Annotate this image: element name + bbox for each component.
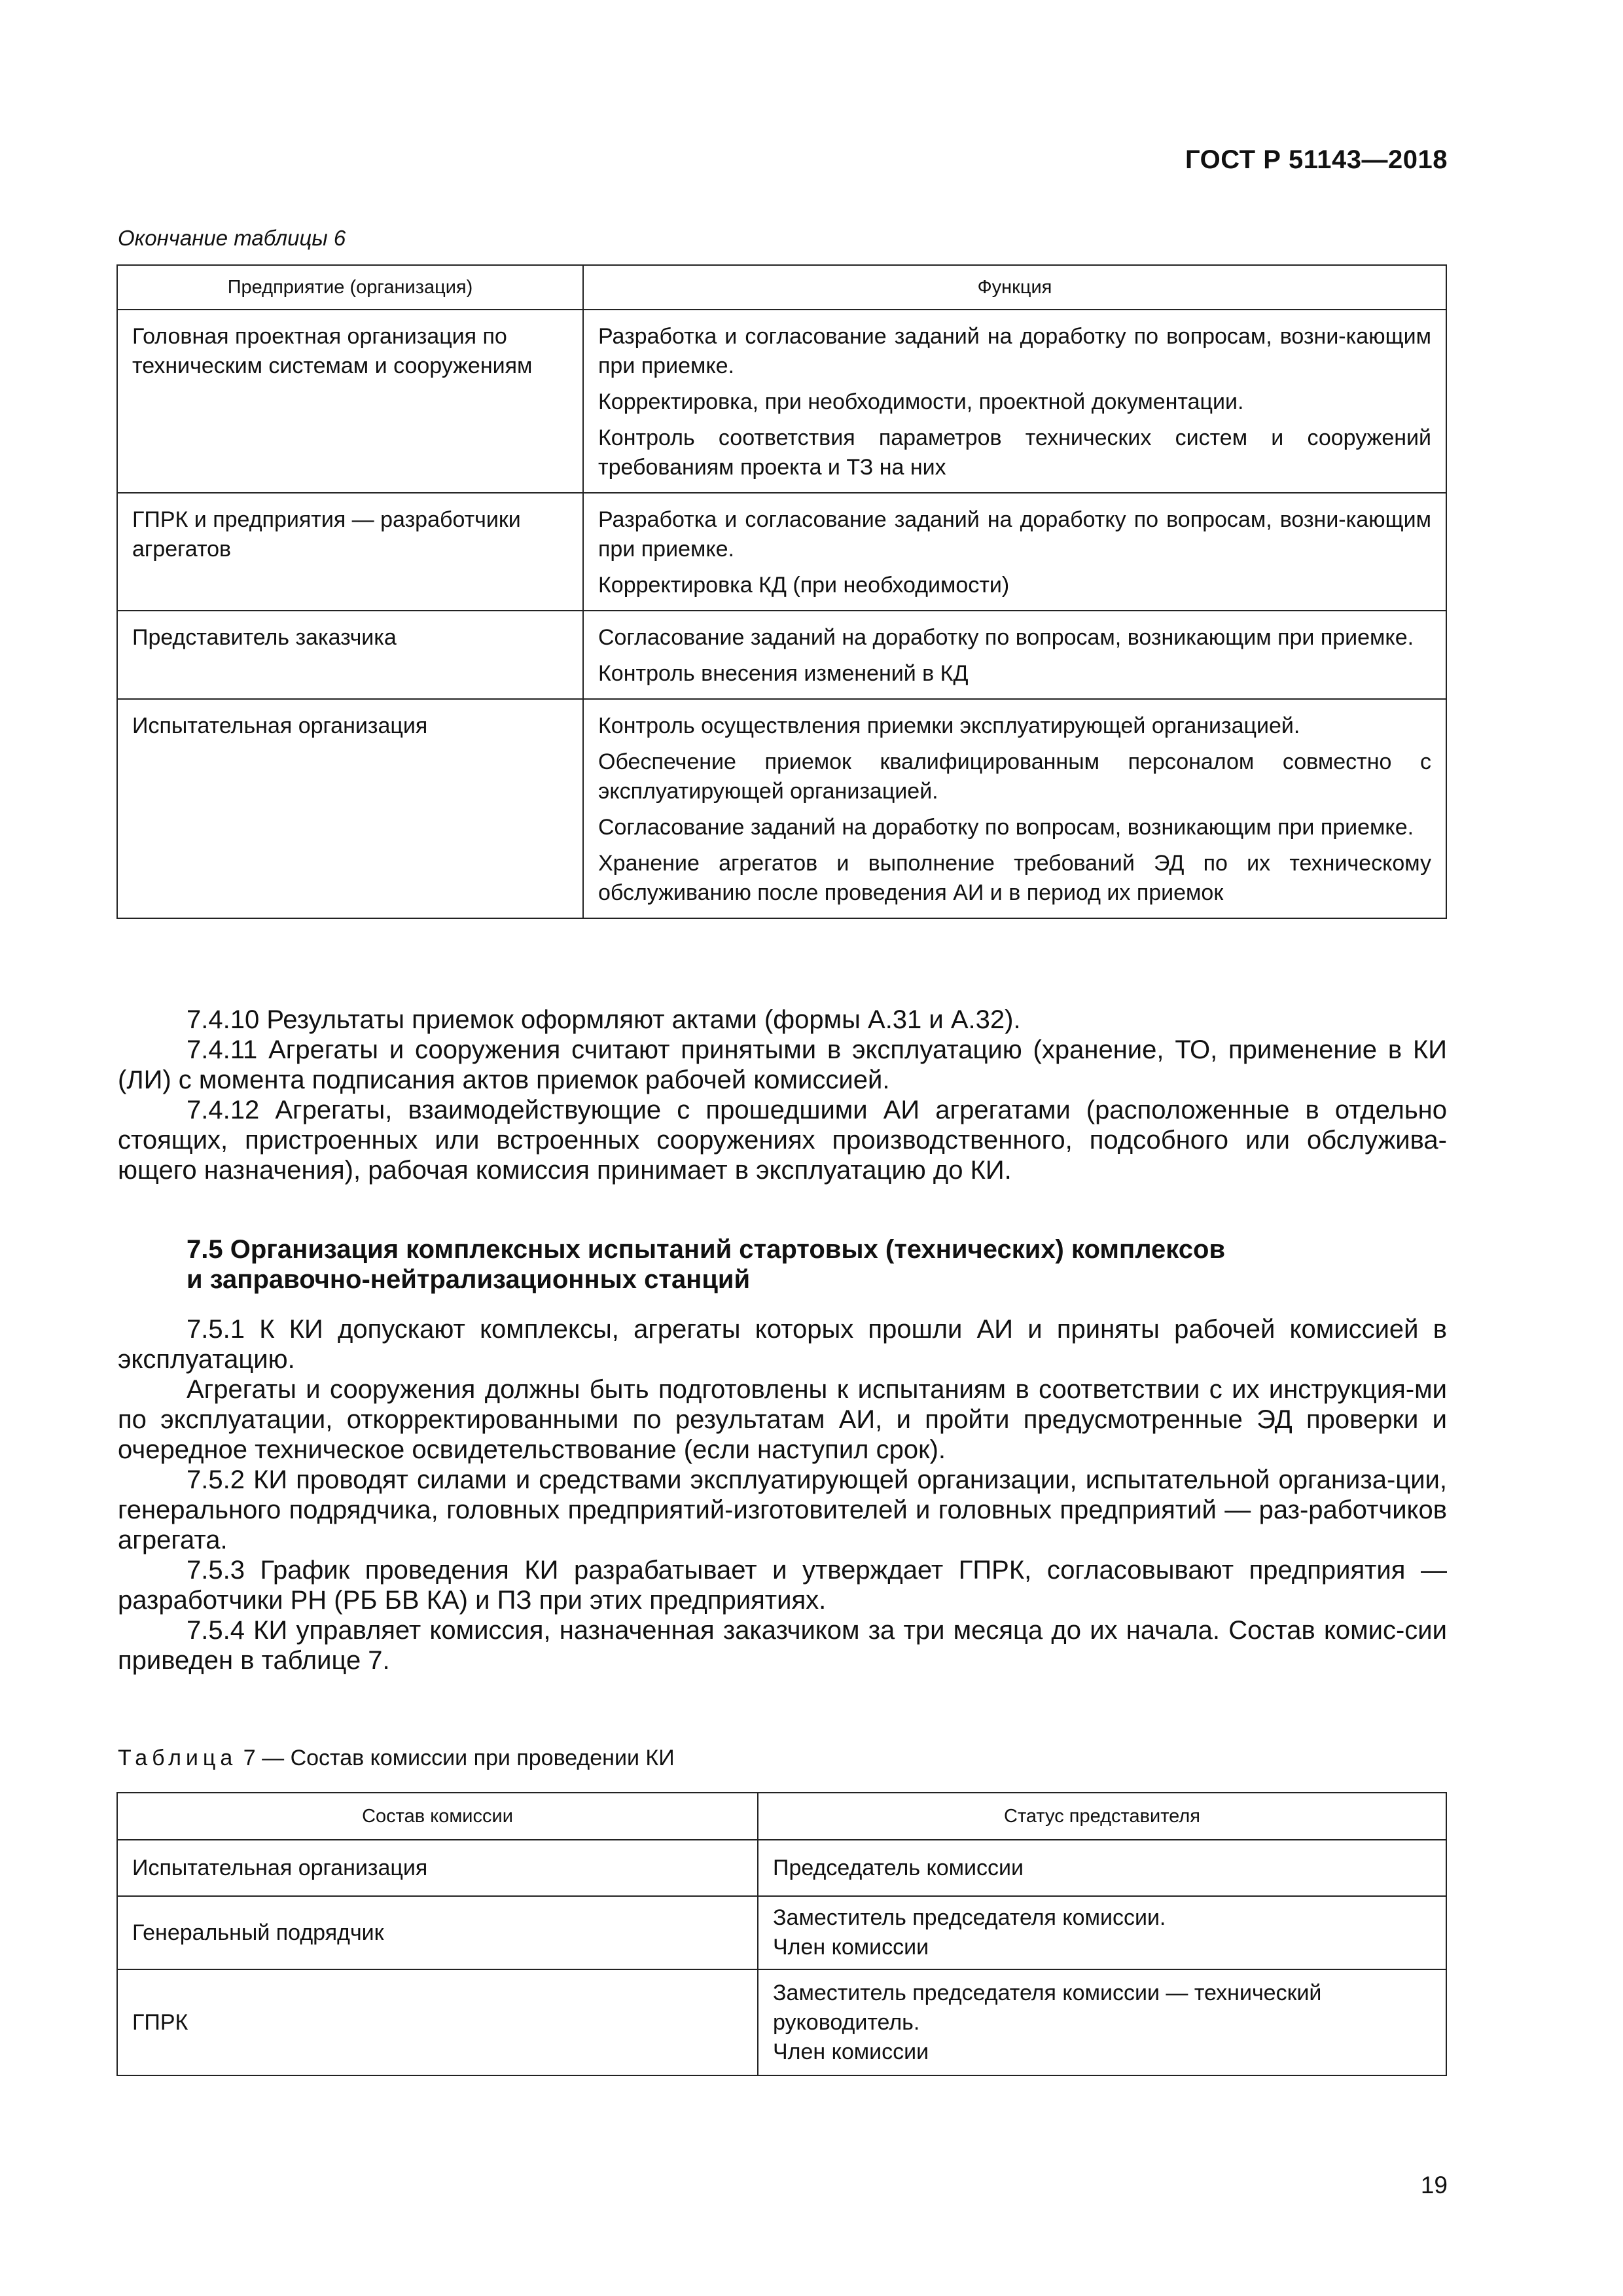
status-line: Член комиссии <box>773 1935 929 1960</box>
function-item: Корректировка, при необходимости, проектной документации. <box>598 389 1244 414</box>
function-item: Обеспечение приемок квалифицированным персоналом совместно с эксплуатирующей организацией. <box>598 749 1431 804</box>
table7-status-cell <box>758 1840 1446 1896</box>
status-line: Заместитель председателя комиссии — технический руководитель. <box>773 1980 1322 2035</box>
function-item: Согласование заданий на доработку по вопросам, возникающим при приемке. <box>598 815 1414 840</box>
paragraph: Агрегаты и сооружения должны быть подготовлены к испытаниям в соответствии с их инструкция-ми по эксплуатации, откорректированными по результатам АИ, и пройти предусмотренные ЭД проверки и очередное техническое освидетельствование (если наступил срок). <box>118 1375 1447 1464</box>
table7-col-header: Состав комиссии <box>117 1793 758 1840</box>
function-item: Контроль соответствия параметров технических систем и сооружений требованиям проекта и ТЗ на них <box>598 425 1431 480</box>
paragraph: 7.5.1 К КИ допускают комплексы, агрегаты которых прошли АИ и приняты рабочей комиссией в эксплуатацию. <box>118 1315 1447 1374</box>
table7-header-row <box>117 1793 1446 1840</box>
table6-col-header: Предприятие (организация) <box>117 265 583 310</box>
paragraph: 7.4.12 Агрегаты, взаимодействующие с прошедшими АИ агрегатами (расположенные в отдельно стоящих, пристроенных или встроенных сооружениях производственного, подсобного или обслужива-ющего назначения), рабочая комиссия принимает в эксплуатацию до КИ. <box>118 1096 1447 1185</box>
table7-caption-word: Таблица <box>118 1746 238 1770</box>
paragraph: 7.4.10 Результаты приемок оформляют актами (формы А.31 и А.32). <box>187 1005 1021 1034</box>
table7-caption-text: 7 — Состав комиссии при проведении КИ <box>243 1746 675 1770</box>
table-row <box>117 1840 1446 1896</box>
page-number: 19 <box>1420 2172 1448 2198</box>
paragraphs-7-4 <box>118 1005 1447 1185</box>
paragraph: 7.5.3 График проведения КИ разрабатывает и утверждает ГПРК, согласовывают предприятия — разработчики РН (РБ БВ КА) и ПЗ при этих предприятиях. <box>118 1556 1447 1615</box>
function-item: Разработка и согласование заданий на доработку по вопросам, возни-кающим при приемке. <box>598 507 1431 562</box>
table-6 <box>116 264 1447 919</box>
function-item: Хранение агрегатов и выполнение требований ЭД по их техническому обслуживанию после проведения АИ и в период их приемок <box>598 851 1431 905</box>
paragraphs-7-5 <box>118 1314 1447 1676</box>
table7-status-cell <box>758 1896 1446 1969</box>
table7-member-cell: Испытательная организация <box>117 1840 758 1896</box>
table6-org-cell: ГПРК и предприятия — разработчики агрегатов <box>117 493 583 611</box>
table7-member-cell: ГПРК <box>117 1969 758 2075</box>
table6-org-cell: Представитель заказчика <box>117 611 583 699</box>
section-heading-line: и заправочно-нейтрализационных станций <box>187 1265 751 1294</box>
table6-col-header: Функция <box>583 265 1446 310</box>
table-row <box>117 1969 1446 2075</box>
table6-org-cell: Испытательная организация <box>117 699 583 918</box>
paragraph: 7.5.4 КИ управляет комиссия, назначенная заказчиком за три месяца до их начала. Состав комис-сии приведен в таблице 7. <box>118 1616 1447 1675</box>
function-item: Корректировка КД (при необходимости) <box>598 573 1010 598</box>
table-row <box>117 310 1446 493</box>
table-row <box>117 699 1446 918</box>
function-item: Контроль внесения изменений в КД <box>598 661 969 686</box>
table6-header-row <box>117 265 1446 310</box>
table6-function-cell <box>583 699 1446 918</box>
table-7 <box>116 1792 1447 2076</box>
status-line: Член комиссии <box>773 2039 929 2064</box>
table-row <box>117 493 1446 611</box>
paragraph: 7.4.11 Агрегаты и сооружения считают принятыми в эксплуатацию (хранение, ТО, применение в КИ (ЛИ) с момента подписания актов приемок рабочей комиссией. <box>118 1035 1447 1094</box>
table7-status-cell <box>758 1969 1446 2075</box>
paragraph: 7.5.2 КИ проводят силами и средствами эксплуатирующей организации, испытательной организа-ции, генерального подрядчика, головных предприятий-изготовителей и головных предприятий — раз-работчиков агрегата. <box>118 1465 1447 1554</box>
status-line: Заместитель председателя комиссии. <box>773 1905 1166 1930</box>
table7-col-header: Статус представителя <box>758 1793 1446 1840</box>
function-item: Контроль осуществления приемки эксплуатирующей организацией. <box>598 713 1300 738</box>
function-item: Разработка и согласование заданий на доработку по вопросам, возни-кающим при приемке. <box>598 324 1431 378</box>
table7-member-cell: Генеральный подрядчик <box>117 1896 758 1969</box>
table-row <box>117 611 1446 699</box>
table-row <box>117 1896 1446 1969</box>
function-item: Согласование заданий на доработку по вопросам, возникающим при приемке. <box>598 625 1414 650</box>
section-heading <box>187 1234 1430 1295</box>
table6-org-cell: Головная проектная организация по техническим системам и сооружениям <box>117 310 583 493</box>
table6-function-cell <box>583 310 1446 493</box>
table6-function-cell <box>583 493 1446 611</box>
section-heading-line: 7.5 Организация комплексных испытаний стартовых (технических) комплексов <box>187 1235 1226 1264</box>
document-code: ГОСТ Р 51143—2018 <box>1185 145 1448 174</box>
status-line: Председатель комиссии <box>773 1855 1024 1880</box>
table7-caption <box>118 1746 675 1771</box>
table6-caption: Окончание таблицы 6 <box>118 226 346 250</box>
table6-function-cell <box>583 611 1446 699</box>
